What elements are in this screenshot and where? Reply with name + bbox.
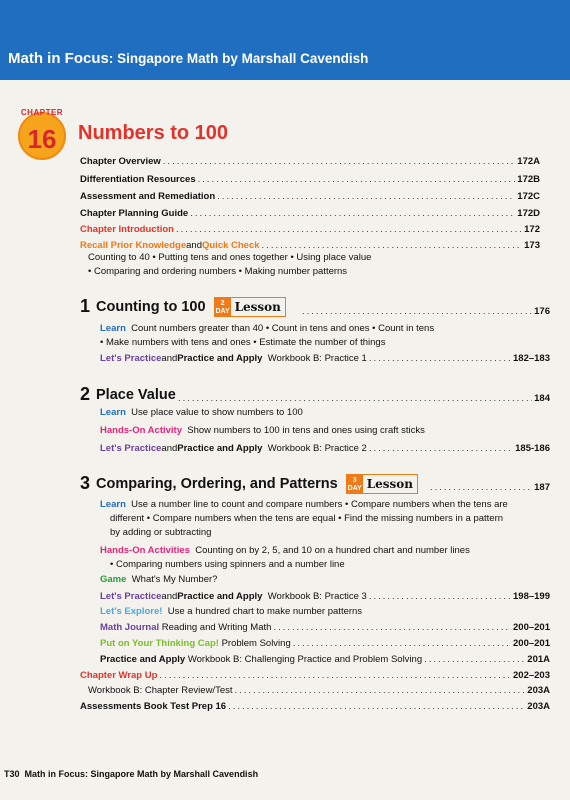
- thinking-row[interactable]: Put on Your Thinking Cap! Problem Solving ..... 200–201: [100, 638, 550, 649]
- learn-line: by adding or subtracting: [110, 527, 212, 538]
- review-row[interactable]: Workbook B: Chapter Review/Test ..... 203A: [88, 685, 550, 696]
- toc-row[interactable]: Chapter Introduction ..... 172: [80, 224, 540, 235]
- wrap-up-row[interactable]: Chapter Wrap Up ..... 202–203: [80, 670, 550, 681]
- recall-note: Counting to 40 • Putting tens and ones together • Using place value: [88, 252, 372, 263]
- learn-line: Learn Use place value to show numbers to 100: [100, 407, 303, 418]
- challenge-row[interactable]: Practice and Apply Workbook B: Challenging Practice and Problem Solving ..... 201A: [100, 654, 550, 665]
- header-banner: [0, 0, 570, 80]
- practice-row[interactable]: Let's Practice and Practice and Apply Workbook B: Practice 1 ..... 182–183: [100, 353, 550, 364]
- page-footer: T30 Math in Focus: Singapore Math by Marshall Cavendish: [4, 769, 259, 779]
- learn-line: Learn Count numbers greater than 40 • Count in tens and ones • Count in tens: [100, 323, 435, 334]
- practice-row[interactable]: Let's Practice and Practice and Apply Workbook B: Practice 3 ..... 198–199: [100, 591, 550, 602]
- practice-row[interactable]: Let's Practice and Practice and Apply Workbook B: Practice 2 ..... 185-186: [100, 443, 550, 454]
- toc-row[interactable]: Differentiation Resources ..... 172B: [80, 174, 540, 185]
- chapter-badge: [18, 108, 66, 160]
- chapter-number: 16: [27, 124, 57, 154]
- section-page: ..... 187: [428, 482, 550, 493]
- learn-line: Learn Use a number line to count and compare numbers • Compare numbers when the tens are: [100, 499, 508, 510]
- lesson-tag: 3 DAY Lesson: [346, 474, 418, 494]
- toc-row[interactable]: Recall Prior Knowledge and Quick Check ..... 173: [80, 240, 540, 251]
- section-heading[interactable]: 3 Comparing, Ordering, and Patterns 3 DAY Lesson: [80, 473, 418, 494]
- chapter-title: Numbers to 100: [78, 122, 229, 144]
- learn-line: different • Compare numbers when the tens are equal • Find the missing numbers in a pattern: [110, 513, 504, 524]
- section-heading[interactable]: 1 Counting to 100 2 DAY Lesson: [80, 296, 286, 317]
- section-page: ..... 176: [300, 306, 550, 317]
- recall-note: • Comparing and ordering numbers • Making number patterns: [88, 266, 348, 277]
- section-page: ..... 184: [176, 393, 550, 404]
- toc-row[interactable]: Chapter Planning Guide ..... 172D: [80, 208, 540, 219]
- lesson-tag: 2 DAY Lesson: [214, 297, 286, 317]
- chapter-label: CHAPTER: [20, 108, 64, 117]
- journal-row[interactable]: Math Journal Reading and Writing Math ..... 200–201: [100, 622, 550, 633]
- hands-on-line: • Comparing numbers using spinners and a number line: [110, 559, 345, 570]
- banner-title: Math in Focus: Singapore Math by Marshall Cavendish: [8, 50, 369, 67]
- hands-on-line: Hands-On Activity Show numbers to 100 in tens and ones using craft sticks: [100, 425, 425, 436]
- toc-row[interactable]: Assessment and Remediation ..... 172C: [80, 191, 540, 202]
- section-heading[interactable]: 2 Place Value: [80, 384, 176, 404]
- learn-line: • Make numbers with tens and ones • Estimate the number of things: [100, 337, 386, 348]
- hands-on-line: Hands-On Activities Counting on by 2, 5, and 10 on a hundred chart and number lines: [100, 545, 470, 556]
- toc-row[interactable]: Chapter Overview ..... 172A: [80, 156, 540, 167]
- explore-line: Let's Explore! Use a hundred chart to make number patterns: [100, 606, 363, 617]
- game-line: Game What's My Number?: [100, 574, 218, 585]
- test-prep-row[interactable]: Assessments Book Test Prep 16 ..... 203A: [80, 701, 550, 712]
